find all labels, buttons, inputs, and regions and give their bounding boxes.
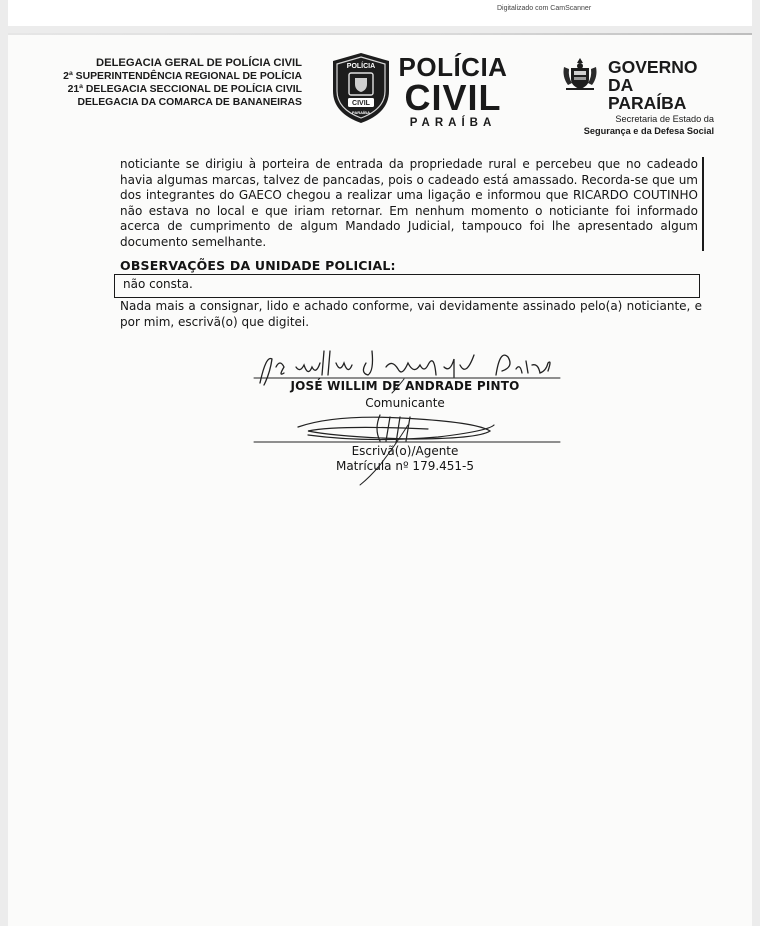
clerk-role: Escrivã(o)/Agente bbox=[351, 444, 459, 458]
scanner-banner bbox=[8, 0, 752, 26]
agency-line: 2ª SUPERINTENDÊNCIA REGIONAL DE POLÍCIA bbox=[63, 71, 302, 82]
logo-word-civil: CIVIL bbox=[404, 77, 502, 118]
secretaria-line2: Segurança e da Defesa Social bbox=[583, 126, 714, 136]
agency-line: DELEGACIA DA COMARCA DE BANANEIRAS bbox=[77, 97, 302, 108]
observacoes-title: OBSERVAÇÕES DA UNIDADE POLICIAL: bbox=[120, 258, 396, 273]
policia-civil-logo bbox=[398, 53, 508, 131]
agency-line: DELEGACIA GERAL DE POLÍCIA CIVIL bbox=[96, 57, 302, 69]
badge-label-mid: CIVIL bbox=[352, 100, 370, 107]
secretaria-line1: Secretaria de Estado da bbox=[615, 114, 714, 124]
policia-civil-badge-icon bbox=[329, 51, 393, 125]
agency-line: 21ª DELEGACIA SECCIONAL DE POLÍCIA CIVIL bbox=[67, 84, 302, 95]
document-page bbox=[8, 33, 752, 926]
observacoes-box bbox=[114, 274, 700, 298]
governo-paraiba-logo bbox=[562, 58, 714, 137]
governo-title-line1: GOVERNO bbox=[608, 57, 698, 77]
governo-title-line2: DA PARAÍBA bbox=[608, 75, 687, 113]
closing-paragraph: Nada mais a consignar, lido e achado conforme, vai devidamente assinado pelo(a) noticiante, e por mim, escrivã(o) que digitei. bbox=[120, 299, 702, 329]
logo-word-policia: POLÍCIA bbox=[398, 52, 508, 82]
observacoes-value: não consta. bbox=[123, 277, 193, 291]
logo-word-paraiba: PARAÍBA bbox=[409, 117, 497, 129]
agency-header bbox=[38, 57, 302, 109]
clerk-registration: Matrícula nº 179.451-5 bbox=[335, 459, 475, 473]
badge-label-bottom: PARAÍBA bbox=[352, 110, 370, 115]
communicant-role: Comunicante bbox=[365, 396, 445, 410]
badge-label-top: POLÍCIA bbox=[346, 63, 376, 70]
narrative-paragraph: noticiante se dirigiu à porteira de entrada da propriedade rural e percebeu que no cadeado havia algumas marcas, talvez de pancadas, pois o cadeado está amassado. Recorda-se que um dos integrantes do GAECO chegou a realizar uma ligação e informou que RICARDO COUTINHO não estava no local e que iriam retornar. Em nenhum momento o noticiante foi informado acerca de cumprimento de algum Mandado Judicial, tampouco foi lhe apresentado algum documento semelhante. bbox=[120, 157, 704, 251]
scanner-watermark: Digitalizado com CamScanner bbox=[497, 5, 592, 12]
communicant-name: JOSÉ WILLIM DE ANDRADE PINTO bbox=[290, 379, 520, 393]
